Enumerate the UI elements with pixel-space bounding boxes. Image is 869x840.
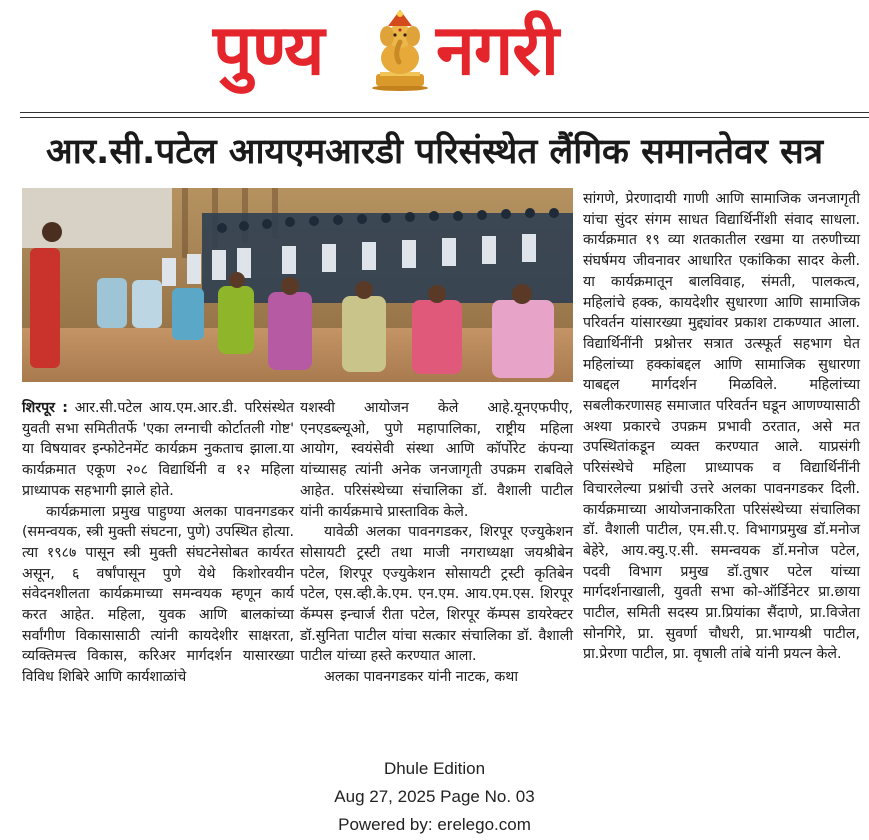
paragraph-text: आर.सी.पटेल आय.एम.आर.डी. परिसंस्थेत युवती सभा समितीतर्फे 'एका लग्नाची कोर्टातली गोष्ट' या विषयावर इन्फोटेनमेंट कार्यक्रम नुकताच झाला.या कार्यक्रमात एकूण २०८ विद्यार्थिनी व १२ महिला प्राध्यापक सहभागी झाले होते.: [22, 400, 294, 499]
footer-edition: Dhule Edition: [383, 759, 486, 778]
article-column-1: [22, 398, 294, 688]
article-paragraph: [22, 398, 294, 502]
article-column-3: [583, 189, 860, 665]
masthead-title-left: पुण्य: [213, 9, 324, 91]
headline: आर.सी.पटेल आयएमआरडी परिसंस्थेत लैंगिक समानतेवर सत्र: [45, 132, 824, 172]
article-paragraph: अलका पावनगडकर यांनी नाटक, कथा: [324, 669, 519, 686]
footer-powered-by: Powered by: erelego.com: [338, 815, 531, 834]
event-photo: [22, 188, 573, 382]
article-paragraph: सांगणे, प्रेरणादायी गाणी आणि सामाजिक जनजागृती यांचा सुंदर संगम साधत विद्यार्थिनींशी संवाद साधला. कार्यक्रमात १९ व्या शतकातील रखमा या तरुणीच्या संघर्षमय जीवनावर आधारित एकांकिका सादर केली. या कार्यक्रमातून बालविवाह, संमती, पालकत्व, महिलांचे हक्क, कायदेशीर सुधारणा आणि सामाजिक परिवर्तन यांसारख्या मुद्द्यांवर प्रकाश टाकण्यात आला. विद्यार्थिनींनी प्रश्नोत्तर सत्रात उत्स्फूर्त सहभाग घेत महिलांच्या हक्कांबद्दल आणि सामाजिक सुधारणा याबद्दल मार्गदर्शन मिळविले. महिलांच्या सबलीकरणासह समाजात परिवर्तन घडून आणण्यासाठी अश्या प्रकारचे उपक्रम प्रभावी ठरतात, असे मत उपस्थितांकडून व्यक्त करण्यात आले. याप्रसंगी परिसंस्थेचे महिला प्राध्यापक व विद्यार्थिनींनी विचारलेल्या प्रश्नांची उत्तरे अलका पावनगडकर दिली. कार्यक्रमाच्या आयोजनाकरिता परिसंस्थेच्या संचालिका डॉ. वैशाली पाटील, एम.सी.ए. विभागप्रमुख डॉ.मनोज बेहेरे, आय.क्यु.ए.सी. समन्वयक डॉ.मनोज पटेल, पदवी विभाग प्रमुख डॉ.तुषार पटेल यांच्या मार्गदर्शनाखाली, युवती सभा को-ऑर्डिनेटर प्रा.छाया पाटील, समिती सदस्य प्रा.प्रियांका सैंदाणे, प्रा.विजेता सोनगिरे, प्रा. सुवर्णा चौधरी, प्रा.भाग्यश्री पाटील, प्रा.प्रेरणा पाटील, प्रा. वृषाली तांबे यांनी प्रयत्न केले.: [583, 191, 860, 663]
ganesha-logo-icon: [366, 8, 434, 92]
top-rule: [20, 112, 869, 113]
article-paragraph: कार्यक्रमाला प्रमुख पाहुण्या अलका पावनगडकर (समन्वयक, स्त्री मुक्ती संघटना, पुणे) उपस्थित होत्या. त्या १९८७ पासून स्त्री मुक्ती संघटनेसोबत कार्यरत असून, ६ वर्षांपासून पुणे येथे किशोरवयीन संवेदनशीलता कार्यक्रमाच्या समन्वयक म्हणून कार्य करत आहेत. महिला, युवक आणि बालकांच्या सर्वांगीण विकासासाठी त्यांनी कायदेशीर साक्षरता, व्यक्तिमत्त्व विकास, करिअर मार्गदर्शन यासारख्या विविध शिबिरे आणि कार्यशाळांचे: [22, 503, 294, 686]
masthead: [0, 0, 869, 100]
article-paragraph: यशस्वी आयोजन केले आहे.यूनएफपीए, एनएडब्ल्यूओ, पुणे महापालिका, राष्ट्रीय महिला आयोग, स्वयंसेवी संस्था आणि कॉर्पोरेट कंपन्या यांच्यासह त्यांनी अनेक जनजागृती उपक्रम राबविले आहेत. परिसंस्थेच्या संचालिका डॉ. वैशाली पाटील यांनी कार्यक्रमाचे प्रास्ताविक केले.: [300, 400, 573, 520]
dateline: शिरपूर :: [22, 400, 68, 416]
footer-date-page: Aug 27, 2025 Page No. 03: [334, 787, 535, 806]
article-column-2: [300, 398, 573, 688]
top-rule-inner: [20, 117, 869, 118]
article-paragraph: यावेळी अलका पावनगडकर, शिरपूर एज्युकेशन सोसायटी ट्रस्टी तथा माजी नगराध्यक्षा जयश्रीबेन पटेल, शिरपूर एज्युकेशन सोसायटी ट्रस्टी कृतिबेन पटेल, एस.व्ही.के.एम. एन.एम. आय.एम.एस. शिरपूर कॅम्पस इन्चार्ज रीता पटेल, शिरपूर कॅम्पस डायरेक्टर डॉ.सुनिता पाटील यांचा सत्कार संचालिका डॉ. वैशाली पाटील यांच्या हस्ते करण्यात आला.: [300, 524, 573, 665]
masthead-title-right: नगरी: [436, 9, 559, 91]
